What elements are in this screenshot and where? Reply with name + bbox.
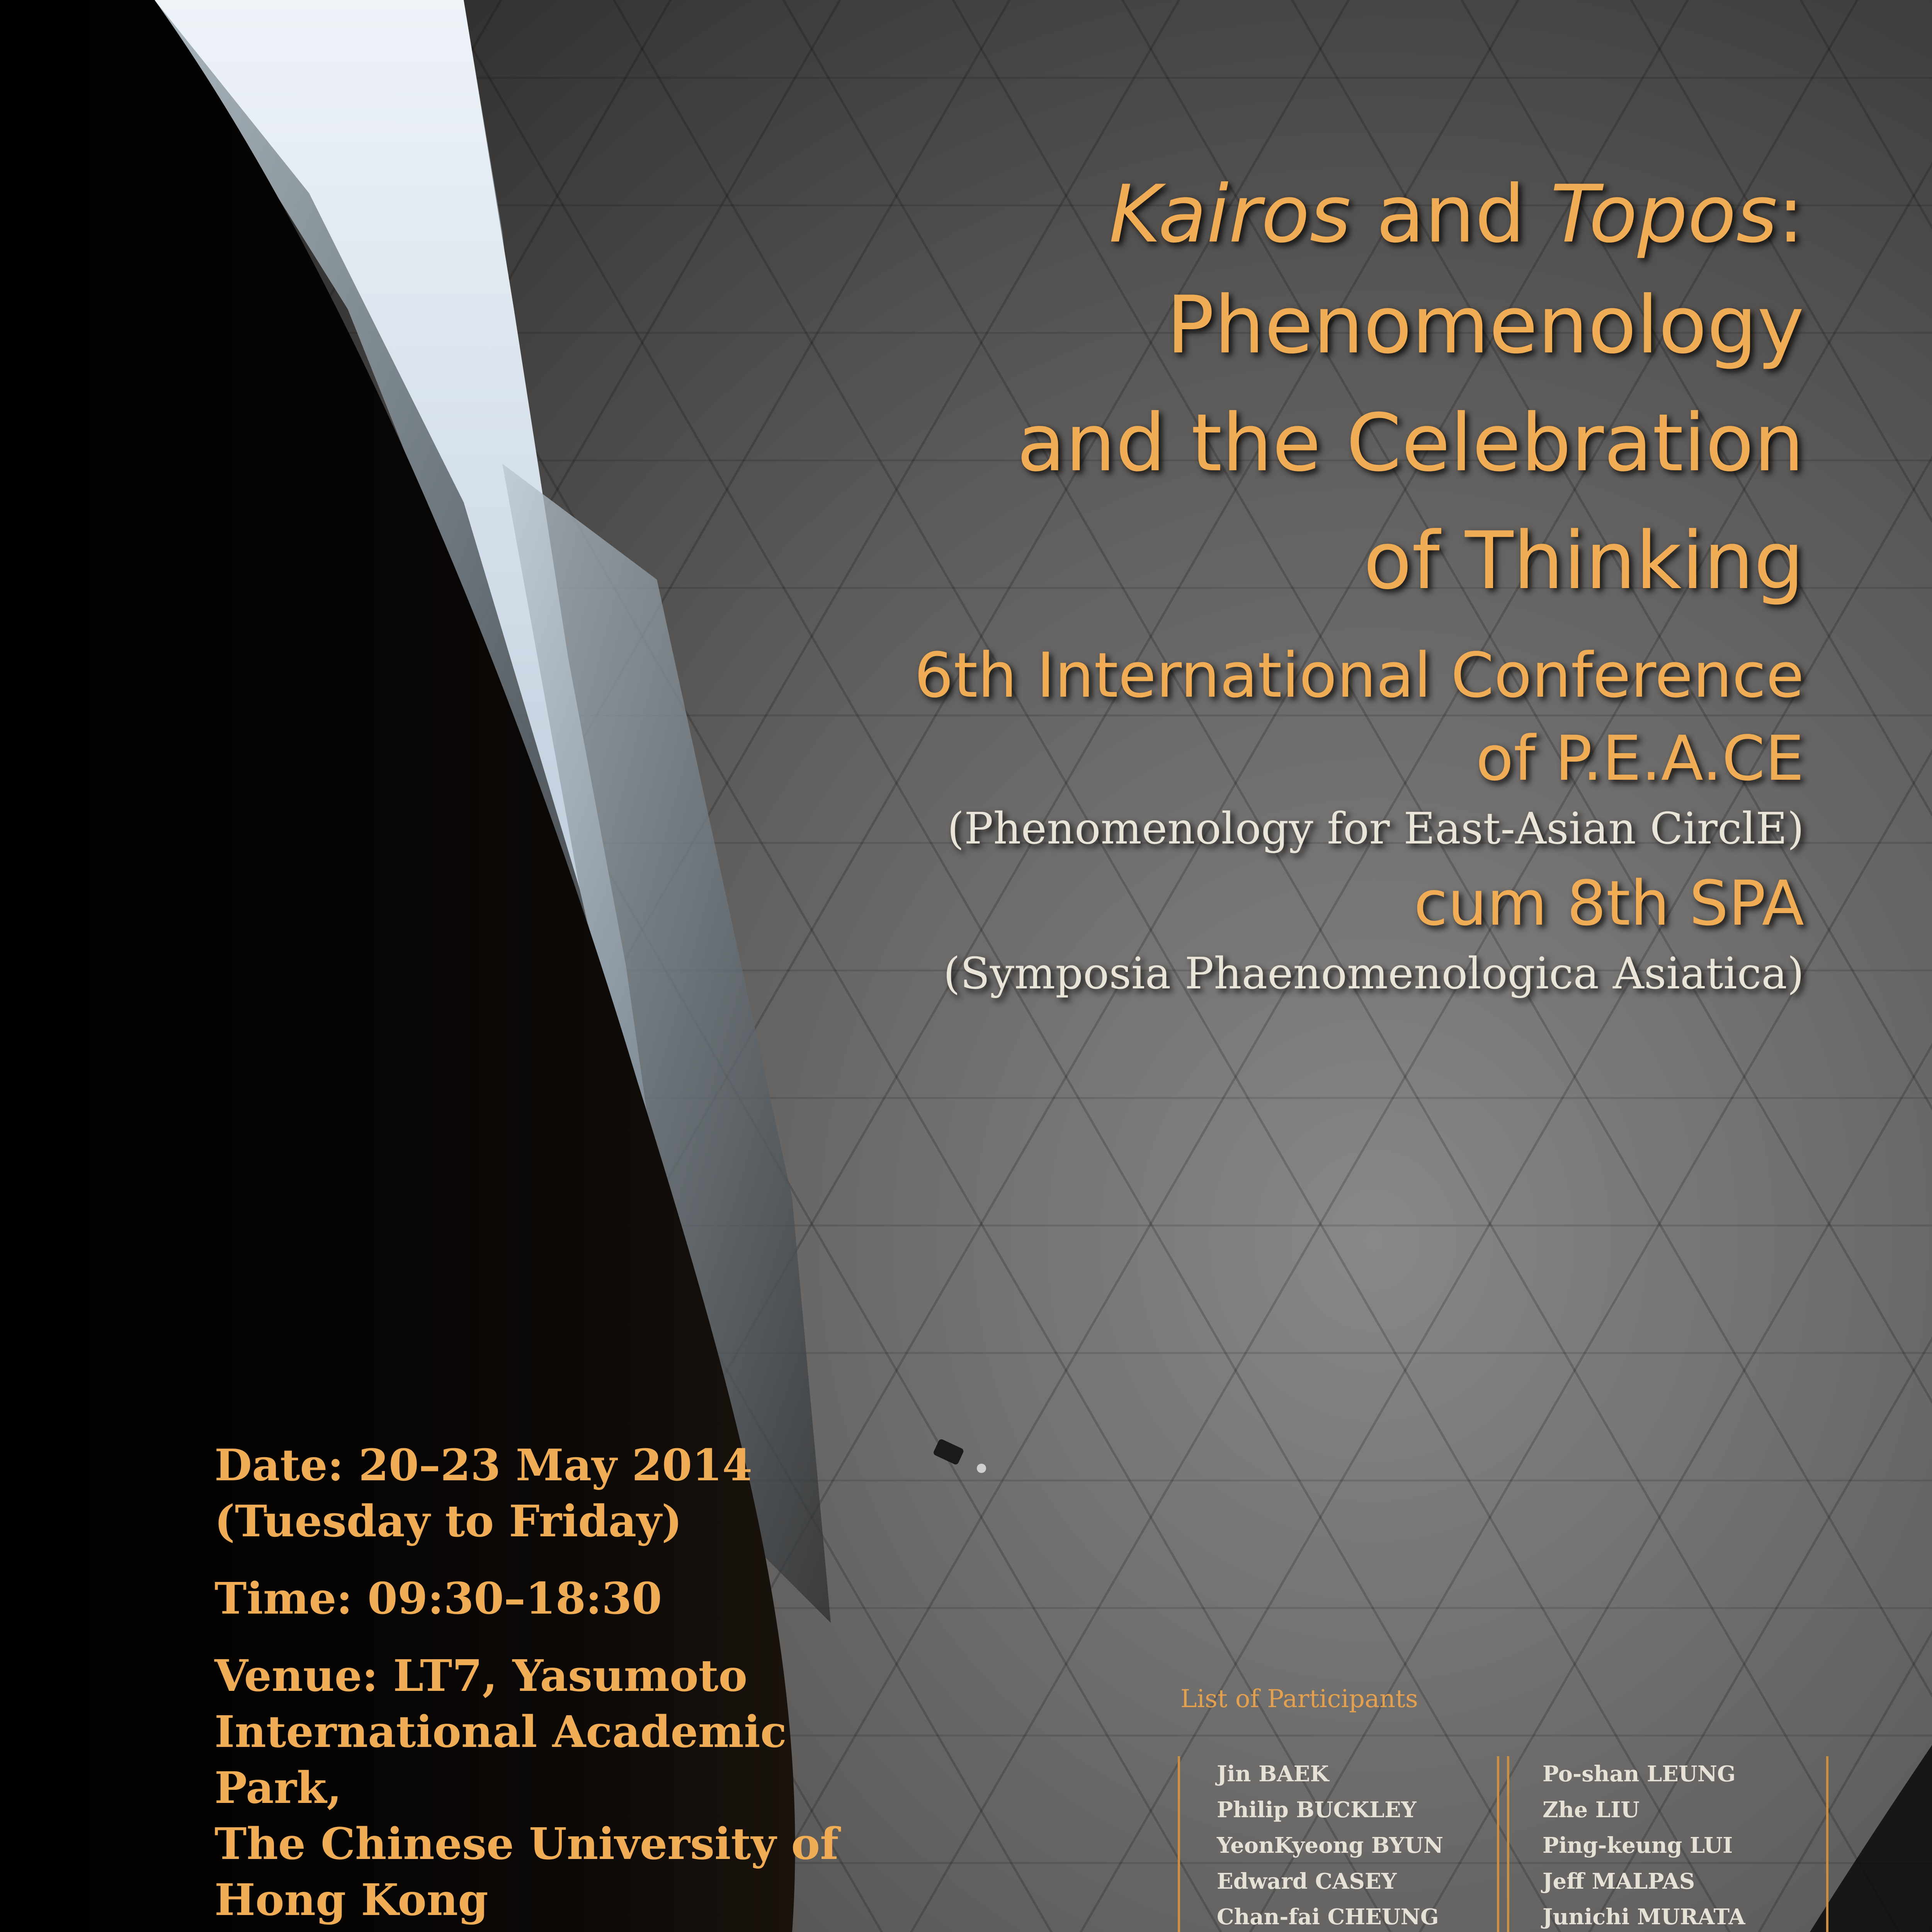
participant-name: Ping-keung LUI xyxy=(1543,1833,1733,1859)
participant-name: Zhe LIU xyxy=(1543,1797,1640,1823)
conference-line5: (Symposia Phaenomenologica Asiatica) xyxy=(943,949,1804,999)
venue-line4: Hong Kong xyxy=(214,1875,488,1925)
conference-line3: (Phenomenology for East-Asian CirclE) xyxy=(947,804,1804,854)
title-and: and xyxy=(1376,168,1526,260)
venue-line3: The Chinese University of xyxy=(214,1819,839,1869)
venue-line1: Venue: LT7, Yasumoto xyxy=(214,1651,748,1701)
venue-line2: International Academic Park, xyxy=(214,1707,787,1813)
date-line1: Date: 20–23 May 2014 xyxy=(214,1440,753,1491)
date-line2: (Tuesday to Friday) xyxy=(214,1496,682,1547)
main-title-line1 xyxy=(684,162,1804,267)
time-line: Time: 09:30–18:30 xyxy=(214,1573,662,1624)
participant-name: Philip BUCKLEY xyxy=(1217,1797,1417,1823)
title-colon: : xyxy=(1777,168,1804,260)
participants-column-1 xyxy=(1178,1756,1499,1932)
main-title-line4: of Thinking xyxy=(1363,515,1804,607)
main-title-line2: Phenomenology xyxy=(1166,279,1804,371)
title-topos: Topos xyxy=(1550,168,1777,260)
main-title-line3: and the Celebration xyxy=(1017,397,1804,489)
participant-name: Jeff MALPAS xyxy=(1543,1868,1695,1894)
conference-line1: 6th International Conference xyxy=(914,639,1804,711)
participant-name: Edward CASEY xyxy=(1217,1868,1397,1894)
participants-column-2 xyxy=(1507,1756,1828,1932)
event-details xyxy=(214,1437,871,1928)
participant-name: Junichi MURATA xyxy=(1543,1904,1745,1930)
participant-name: YeonKyeong BYUN xyxy=(1217,1833,1444,1859)
participants-title: List of Participants xyxy=(1180,1685,1418,1713)
conference-line2: of P.E.A.CE xyxy=(1476,722,1804,794)
participant-name: Po-shan LEUNG xyxy=(1543,1761,1736,1787)
conference-line4: cum 8th SPA xyxy=(1413,867,1804,939)
title-block xyxy=(684,162,1804,1003)
participant-name: Chan-fai CHEUNG xyxy=(1217,1904,1439,1930)
title-kairos: Kairos xyxy=(1109,168,1351,260)
participant-name: Jin BAEK xyxy=(1217,1761,1329,1787)
